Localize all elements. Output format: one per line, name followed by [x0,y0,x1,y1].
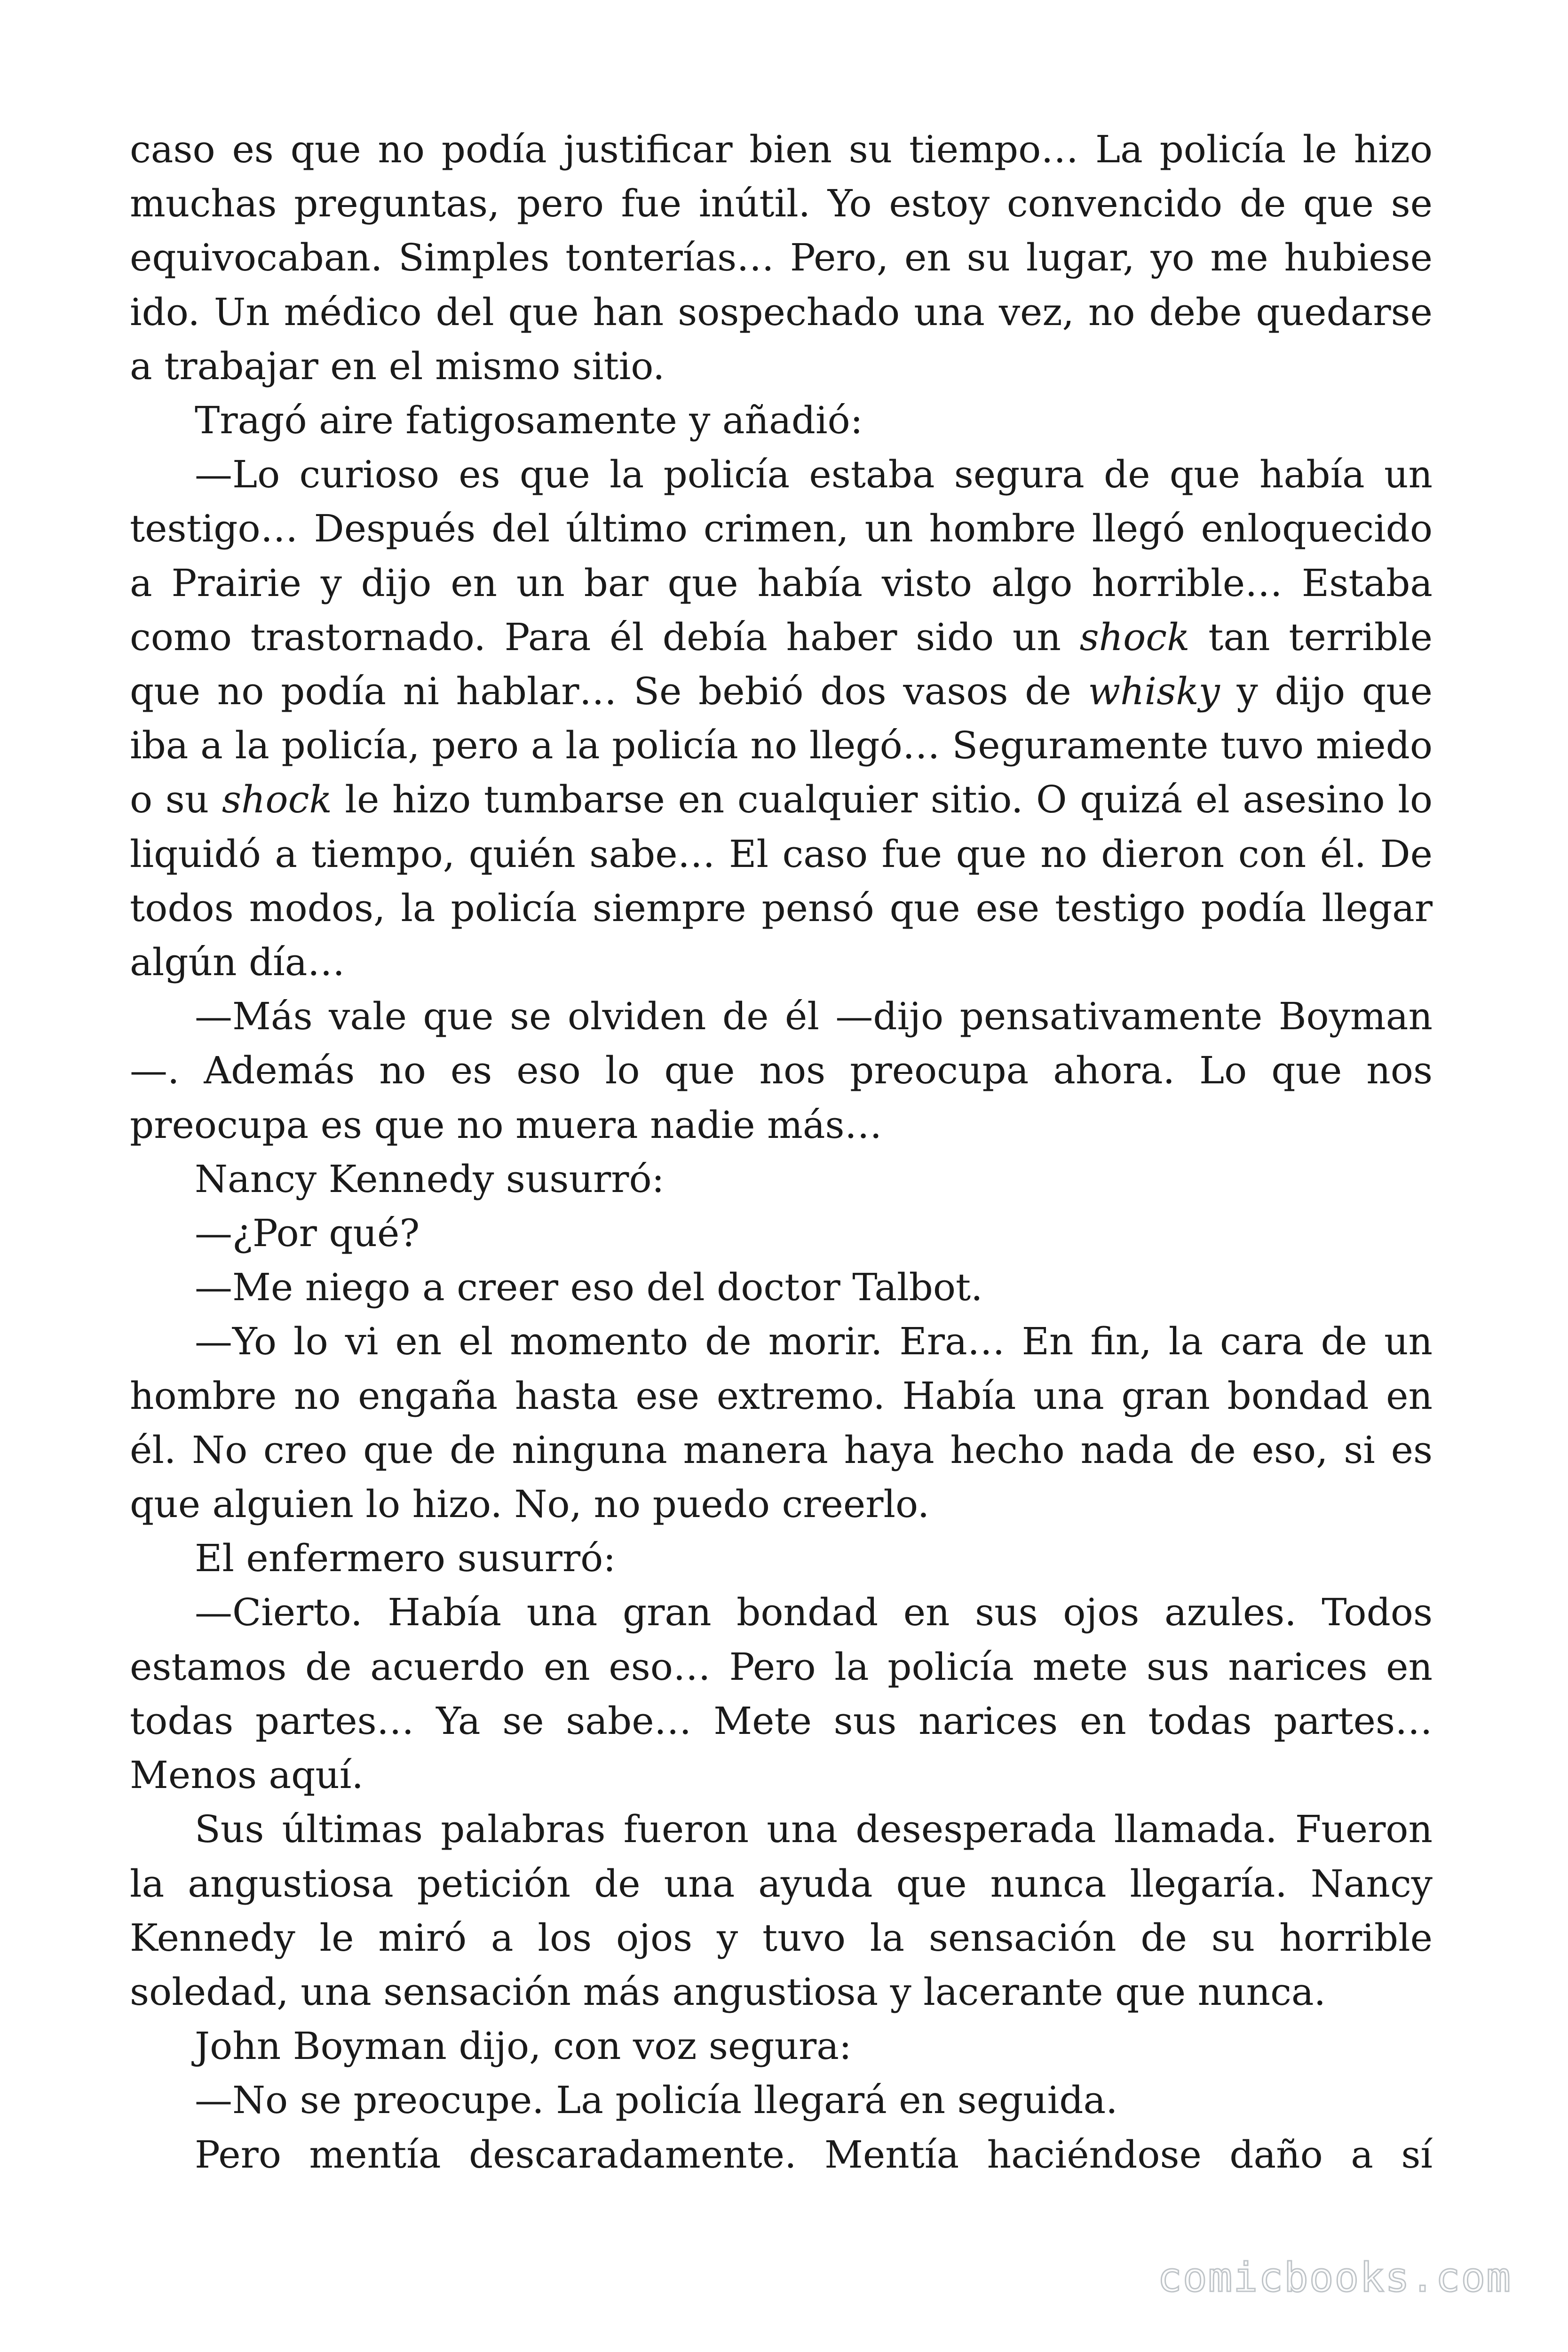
text-run: Nancy Kennedy susurró: [195,1157,665,1201]
watermark: comicbooks.com [1157,2254,1512,2301]
paragraph-p11 [130,1802,1433,2019]
text-run: —Me niego a creer eso del doctor Talbot. [195,1265,983,1310]
text-run: le hizo tumbarse en cualquier sitio. O quizá el asesino lo liquidó a tiempo, quién sabe… El caso fue que no dieron con él. De todos modos, la policía siempre pensó que ese testigo podía llegar algún día… [130,778,1433,985]
italic-text: shock [222,778,332,822]
text-run: John Boyman dijo, con voz segura: [195,2024,852,2068]
paragraph-p5 [130,1152,1433,1206]
paragraph-p9 [130,1531,1433,1585]
text-run: —No se preocupe. La policía llegará en seguida. [195,2078,1118,2122]
text-run: —Yo lo vi en el momento de morir. Era… En fin, la cara de un hombre no engaña hasta ese extremo. Había una gran bondad en él. No creo que de ninguna manera haya hecho nada de eso, si es que alguien lo hizo. No, no puedo creerlo. [130,1319,1433,1526]
paragraph-p14 [130,2128,1433,2182]
text-run: —¿Por qué? [195,1211,420,1255]
text-run: caso es que no podía justificar bien su tiempo… La policía le hizo muchas preguntas, pero fue inútil. Yo estoy convencido de que se equivocaban. Simples tonterías… Pero, en su lugar, yo me hubiese ido. Un médico del que han sospechado una vez, no debe quedarse a trabajar en el mismo sitio. [130,127,1433,388]
paragraph-p7 [130,1260,1433,1314]
text-run: tan terrible que no podía ni hablar… Se bebió dos vasos de [130,615,1433,714]
italic-text: shock [1079,615,1190,659]
text-run: Tragó aire fatigosamente y añadió: [195,398,863,443]
text-run: —Más vale que se olviden de él —dijo pensativamente Boyman —. Además no es eso lo que nos preocupa ahora. Lo que nos preocupa es que no muera nadie más… [130,994,1433,1147]
paragraph-p10 [130,1585,1433,1802]
paragraph-p2 [130,393,1433,447]
text-run: y dijo que iba a la policía, pero a la policía no llegó… Seguramente tuvo miedo o su [130,669,1433,822]
paragraph-p4 [130,989,1433,1152]
paragraph-p12 [130,2019,1433,2073]
paragraph-p1 [130,122,1433,393]
paragraph-p8 [130,1314,1433,1531]
text-run: Sus últimas palabras fueron una desesperada llamada. Fueron la angustiosa petición de una ayuda que nunca llegaría. Nancy Kennedy le miró a los ojos y tuvo la sensación de su horrible soledad, una sensación más angustiosa y lacerante que nunca. [130,1807,1433,2014]
text-run: —Cierto. Había una gran bondad en sus ojos azules. Todos estamos de acuerdo en eso… Pero la policía mete sus narices en todas partes… Ya se sabe… Mete sus narices en todas partes… Menos aquí. [130,1590,1433,1797]
paragraph-p13 [130,2073,1433,2127]
text-run: Pero mentía descaradamente. Mentía haciéndose daño a sí [195,2132,1433,2177]
paragraph-p6 [130,1206,1433,1260]
paragraph-p3 [130,447,1433,989]
text-run: El enfermero susurró: [195,1536,616,1581]
text-run: —Lo curioso es que la policía estaba segura de que había un testigo… Después del último crimen, un hombre llegó enloquecido a Prairie y dijo en un bar que había visto algo horrible… Estaba como trastornado. Para él debía haber sido un [130,453,1433,659]
body-text [130,122,1433,2182]
italic-text: whisky [1088,669,1220,714]
